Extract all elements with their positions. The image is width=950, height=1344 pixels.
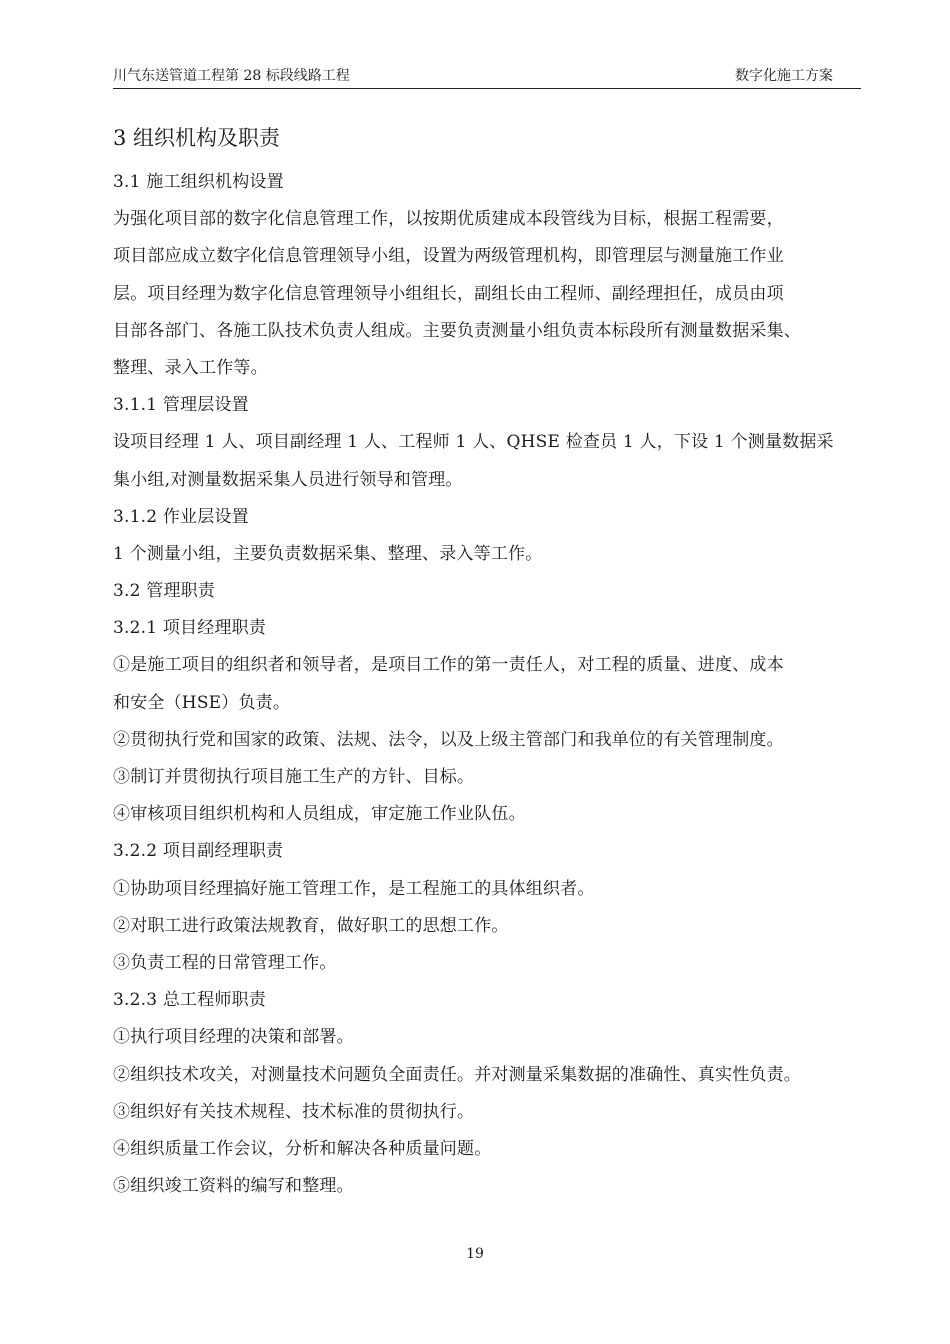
list-item: ⑤组织竣工资料的编写和整理。	[113, 1176, 354, 1197]
list-item: ①执行项目经理的决策和部署。	[113, 1027, 354, 1048]
list-item: ③负责工程的日常管理工作。	[113, 952, 337, 973]
paragraph-line: 层。项目经理为数字化信息管理领导小组组长，副组长由工程师、副经理担任，成员由项	[113, 283, 784, 304]
subsection-title: 3.2.1 项目经理职责	[113, 618, 267, 639]
subsection-title: 3.2.3 总工程师职责	[113, 990, 267, 1011]
page-header	[113, 66, 861, 89]
paragraph-line: 和安全（HSE）负责。	[113, 692, 291, 713]
list-item: ③制订并贯彻执行项目施工生产的方针、目标。	[113, 767, 475, 787]
header-document-title: 数字化施工方案	[735, 68, 833, 84]
list-item: ②组织技术攻关，对测量技术问题负全面责任。并对测量采集数据的准确性、真实性负责。	[113, 1064, 801, 1085]
paragraph-line: 1 个测量小组，主要负责数据采集、整理、录入等工作。	[113, 543, 543, 564]
list-item: ③组织好有关技术规程、技术标准的贯彻执行。	[113, 1101, 475, 1122]
subsection-title: 3.1.1 管理层设置	[113, 395, 249, 416]
paragraph-line: 为强化项目部的数字化信息管理工作，以按期优质建成本段管线为目标，根据工程需要，	[113, 209, 784, 230]
list-item: ④组织质量工作会议，分析和解决各种质量问题。	[113, 1138, 492, 1159]
subsection-title: 3.1 施工组织机构设置	[113, 172, 284, 192]
subsection-title: 3.1.2 作业层设置	[113, 506, 249, 527]
list-item: ①是施工项目的组织者和领导者，是项目工作的第一责任人，对工程的质量、进度、成本	[113, 655, 784, 676]
list-item: ④审核项目组织机构和人员组成，审定施工作业队伍。	[113, 804, 526, 825]
paragraph-line: 集小组,对测量数据采集人员进行领导和管理。	[113, 469, 463, 490]
paragraph-line: 项目部应成立数字化信息管理领导小组，设置为两级管理机构，即管理层与测量施工作业	[113, 246, 784, 267]
paragraph-line: 设项目经理 1 人、项目副经理 1 人、工程师 1 人、QHSE 检查员 1 人，下设 1 个测量数据采	[113, 432, 834, 453]
page-number: 19	[466, 1246, 484, 1262]
document-body	[113, 118, 863, 1205]
list-item: ②对职工进行政策法规教育，做好职工的思想工作。	[113, 915, 509, 936]
subsection-title: 3.2.2 项目副经理职责	[113, 841, 284, 862]
list-item: ②贯彻执行党和国家的政策、法规、法令，以及上级主管部门和我单位的有关管理制度。	[113, 729, 784, 750]
header-project-title: 川气东送管道工程第 28 标段线路工程	[113, 68, 350, 84]
paragraph-line: 目部各部门、各施工队技术负责人组成。主要负责测量小组负责本标段所有测量数据采集、	[113, 320, 801, 341]
paragraph-line: 整理、录入工作等。	[113, 357, 268, 378]
subsection-title: 3.2 管理职责	[113, 581, 216, 602]
section-title: 3 组织机构及职责	[113, 126, 281, 150]
list-item: ①协助项目经理搞好施工管理工作，是工程施工的具体组织者。	[113, 878, 595, 899]
